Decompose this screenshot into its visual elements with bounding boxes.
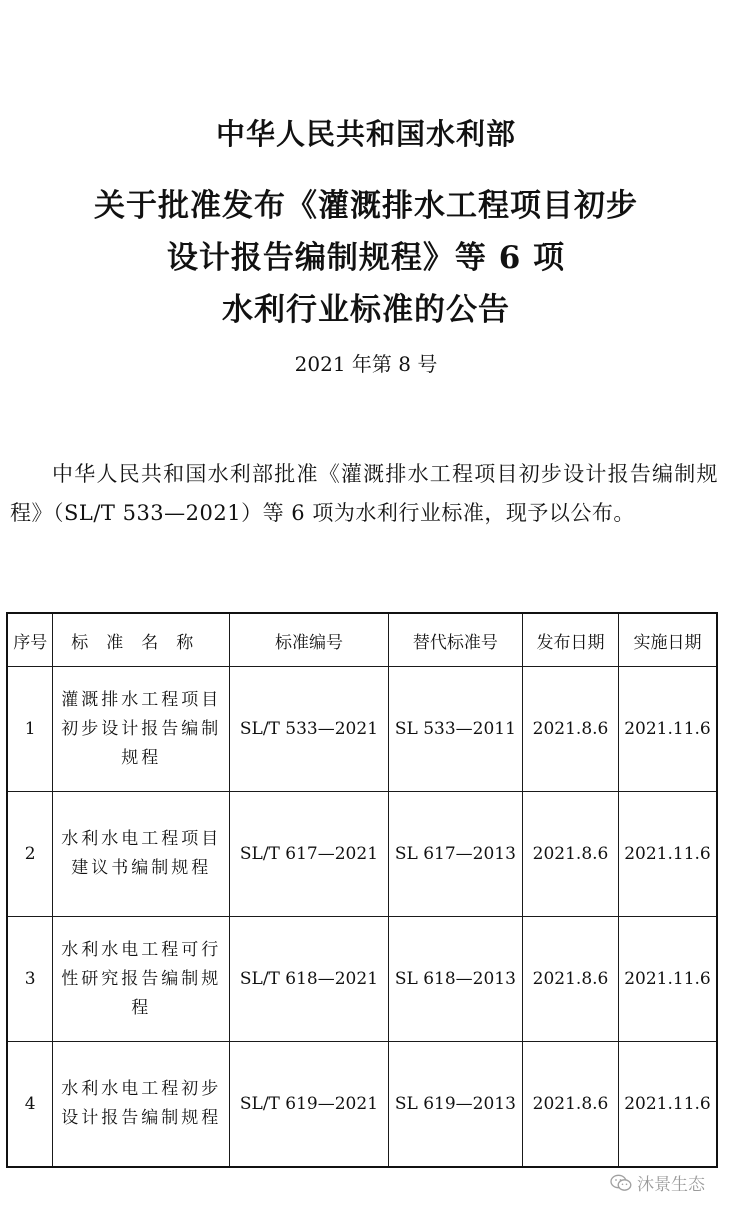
table-header-row: [7, 613, 717, 667]
row-index: 2: [7, 792, 53, 917]
wechat-icon: [610, 1174, 632, 1192]
row-effective: 2021.11.6: [618, 1042, 717, 1168]
document-title-line-1: 关于批准发布《灌溉排水工程项目初步: [94, 188, 638, 224]
row-effective: 2021.11.6: [618, 917, 717, 1042]
document-title-line-2: 设计报告编制规程》等 6 项: [166, 240, 566, 276]
row-replaces: SL 533—2011: [388, 667, 522, 792]
row-index: 4: [7, 1042, 53, 1168]
table-row: [7, 667, 717, 792]
row-published: 2021.8.6: [523, 792, 619, 917]
row-standard-code: SL/T 619—2021: [230, 1042, 389, 1168]
watermark-text: 沐景生态: [637, 1175, 705, 1195]
header-replaces: 替代标准号: [388, 613, 522, 667]
row-standard-code: SL/T 617—2021: [230, 792, 389, 917]
header-index: 序号: [7, 613, 53, 667]
document-title-line-3: 水利行业标准的公告: [222, 292, 510, 328]
table-row: [7, 792, 717, 917]
watermark: [610, 1170, 705, 1195]
row-published: 2021.8.6: [523, 1042, 619, 1168]
announcement-number: 2021 年第 8 号: [294, 352, 438, 376]
row-index: 3: [7, 917, 53, 1042]
row-standard-name: 水利水电工程项目建议书编制规程: [53, 792, 230, 917]
standards-table: [6, 612, 718, 1168]
table-row: [7, 1042, 717, 1168]
row-effective: 2021.11.6: [618, 792, 717, 917]
row-published: 2021.8.6: [523, 667, 619, 792]
row-index: 1: [7, 667, 53, 792]
header-code: 标准编号: [230, 613, 389, 667]
row-standard-code: SL/T 618—2021: [230, 917, 389, 1042]
row-replaces: SL 617—2013: [388, 792, 522, 917]
row-standard-name: 水利水电工程可行性研究报告编制规程: [53, 917, 230, 1042]
row-replaces: SL 618—2013: [388, 917, 522, 1042]
header-effective: 实施日期: [618, 613, 717, 667]
announcement-paragraph: 中华人民共和国水利部批准《灌溉排水工程项目初步设计报告编制规程》（SL/T 533—2021）等 6 项为水利行业标准，现予以公布。: [10, 462, 718, 525]
row-replaces: SL 619—2013: [388, 1042, 522, 1168]
row-standard-code: SL/T 533—2021: [230, 667, 389, 792]
row-effective: 2021.11.6: [618, 667, 717, 792]
header-name: 标准名称: [53, 613, 230, 667]
row-published: 2021.8.6: [523, 917, 619, 1042]
table-row: [7, 917, 717, 1042]
header-published: 发布日期: [523, 613, 619, 667]
ministry-name: 中华人民共和国水利部: [215, 117, 516, 151]
row-standard-name: 灌溉排水工程项目初步设计报告编制规程: [53, 667, 230, 792]
row-standard-name: 水利水电工程初步设计报告编制规程: [53, 1042, 230, 1168]
